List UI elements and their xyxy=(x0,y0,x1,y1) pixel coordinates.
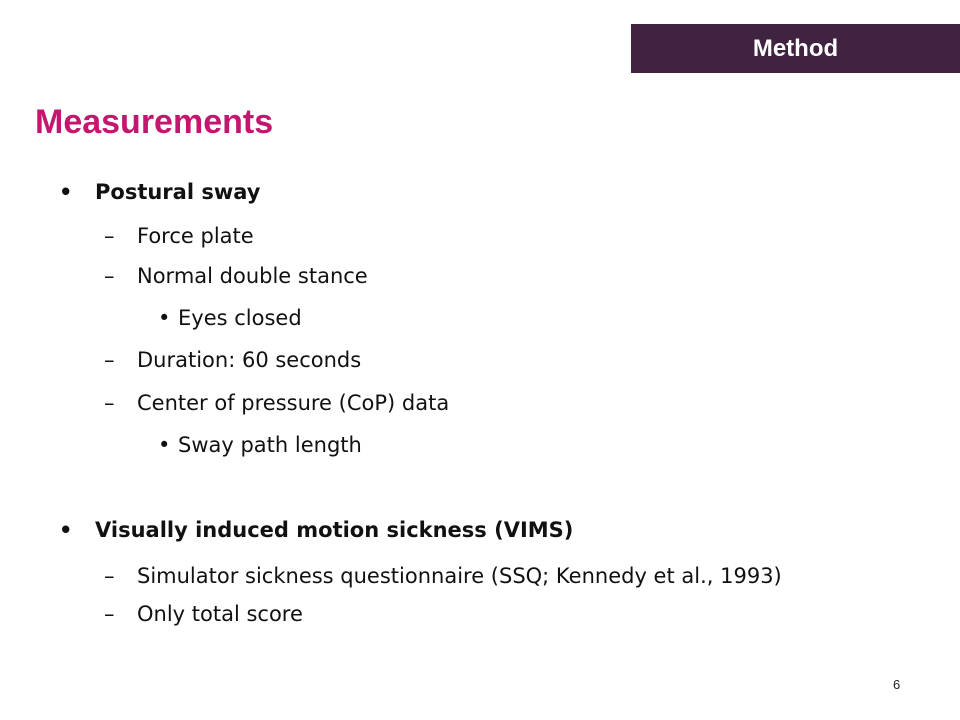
dash-icon: – xyxy=(104,564,115,588)
sub-sub-bullet-eyes-closed xyxy=(158,305,302,331)
dash-icon: – xyxy=(104,264,115,288)
bullet-dot-icon: • xyxy=(59,518,73,542)
bullet-dot-icon: • xyxy=(158,306,171,330)
sub-bullet-text: Duration: 60 seconds xyxy=(137,348,362,372)
page-number: 6 xyxy=(893,677,901,692)
section-label: Method xyxy=(631,24,960,73)
sub-bullet-cop-data xyxy=(104,390,450,416)
dash-icon: – xyxy=(104,602,115,626)
sub-bullet-text: Normal double stance xyxy=(137,264,368,288)
sub-bullet-text: Center of pressure (CoP) data xyxy=(137,391,450,415)
sub-bullet-total-score xyxy=(104,601,303,627)
sub-sub-bullet-text: Sway path length xyxy=(178,433,362,457)
bullet-postural-sway xyxy=(59,179,261,205)
sub-bullet-text: Only total score xyxy=(137,602,303,626)
dash-icon: – xyxy=(104,391,115,415)
sub-bullet-duration xyxy=(104,347,362,373)
dash-icon: – xyxy=(104,348,115,372)
sub-bullet-force-plate xyxy=(104,223,254,249)
sub-bullet-text: Force plate xyxy=(137,224,254,248)
slide-title: Measurements xyxy=(35,103,274,141)
sub-bullet-stance xyxy=(104,263,368,289)
dash-icon: – xyxy=(104,224,115,248)
sub-bullet-text: Simulator sickness questionnaire (SSQ; Kennedy et al., 1993) xyxy=(137,564,782,588)
bullet-text: Visually induced motion sickness (VIMS) xyxy=(95,518,574,542)
sub-sub-bullet-text: Eyes closed xyxy=(178,306,302,330)
bullet-text: Postural sway xyxy=(95,180,261,204)
bullet-dot-icon: • xyxy=(59,180,73,204)
sub-bullet-ssq xyxy=(104,563,782,589)
bullet-dot-icon: • xyxy=(158,433,171,457)
sub-sub-bullet-sway-path xyxy=(158,432,362,458)
bullet-vims xyxy=(59,517,574,543)
